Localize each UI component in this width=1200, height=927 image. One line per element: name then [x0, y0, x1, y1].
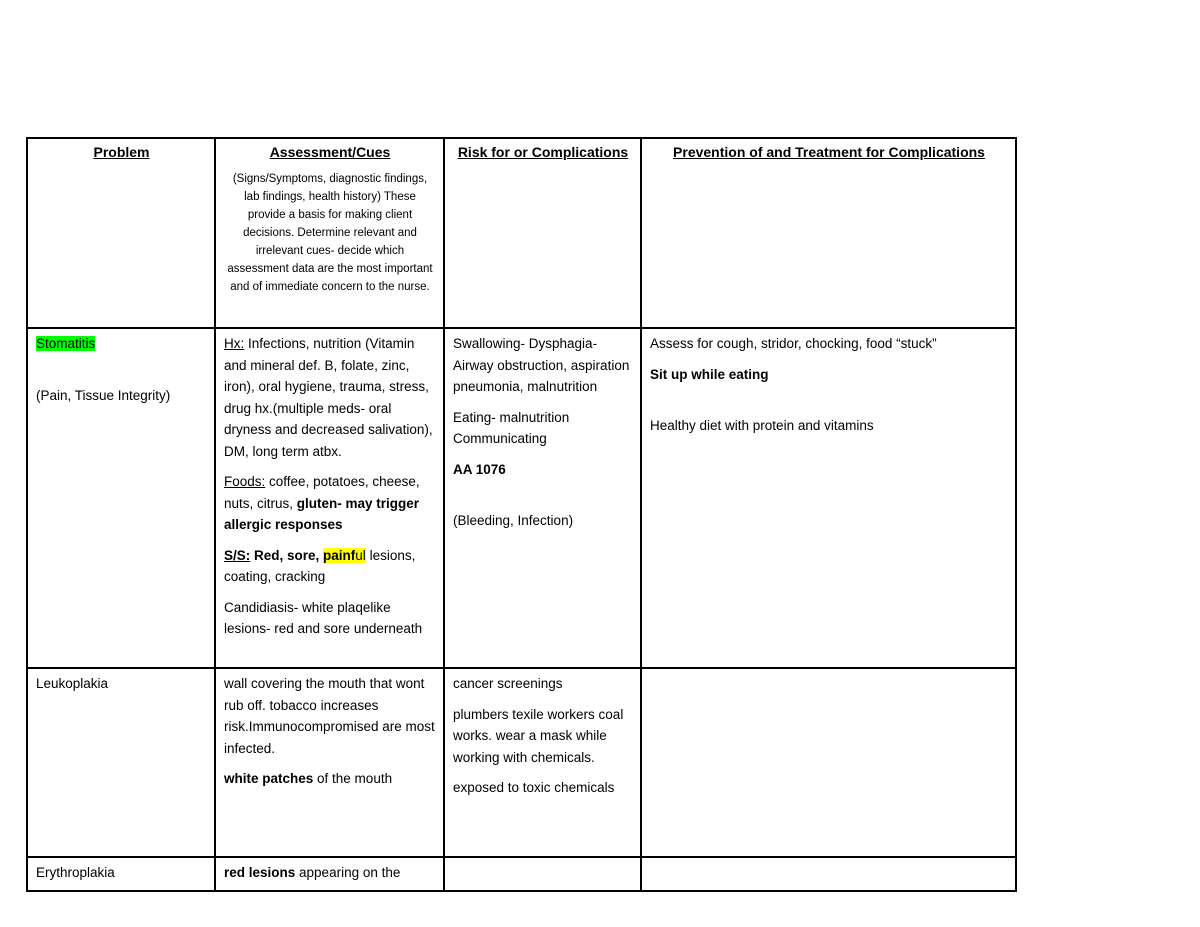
prevention-item: Healthy diet with protein and vitamins	[650, 418, 874, 433]
cell-prevention	[641, 668, 1016, 857]
assessment-bold: red lesions	[224, 865, 296, 880]
cell-risk	[444, 328, 641, 668]
cell-assessment	[215, 857, 444, 891]
cell-problem	[27, 668, 215, 857]
risk-item: exposed to toxic chemicals	[453, 780, 615, 795]
problem-name: Stomatitis	[36, 336, 96, 351]
header-risk	[444, 138, 641, 328]
risk-item: Eating- malnutrition Communicating	[453, 409, 570, 446]
care-plan-table	[26, 137, 1017, 892]
header-problem-label: Problem	[93, 144, 150, 160]
header-prevention	[641, 138, 1016, 328]
assessment-hx: Hx: Infections, nutrition (Vitamin and mineral def. B, folate, zinc, iron), oral hygiene, trauma, stress, drug hx.(multiple meds- oral dryness and decreased salivation), DM, long term atbx.	[224, 336, 433, 459]
problem-name: Erythroplakia	[36, 865, 115, 880]
cell-assessment	[215, 668, 444, 857]
prevention-item: Assess for cough, stridor, chocking, food “stuck”	[650, 336, 937, 351]
assessment-text: appearing on the	[295, 865, 401, 880]
problem-name: Leukoplakia	[36, 676, 109, 691]
assessment-item: wall covering the mouth that wont rub off. tobacco increases risk.Immunocompromised are most infected.	[224, 676, 435, 756]
cell-problem	[27, 857, 215, 891]
header-problem	[27, 138, 215, 328]
header-prevention-label: Prevention of and Treatment for Complications	[673, 144, 985, 160]
problem-note: (Pain, Tissue Integrity)	[36, 387, 171, 403]
risk-item: Swallowing- Dysphagia- Airway obstruction, aspiration pneumonia, malnutrition	[453, 336, 630, 394]
risk-item: AA 1076	[453, 461, 506, 477]
assessment-candidiasis: Candidiasis- white plaqelike lesions- red and sore underneath	[224, 599, 423, 636]
header-risk-label: Risk for or Complications	[457, 144, 629, 160]
assessment-item: white patches of the mouth	[224, 771, 393, 786]
header-assessment-note: (Signs/Symptoms, diagnostic findings, lab findings, health history) These provide a basis for making client decisions. Determine relevant and irrelevant cues- decide which assessment data are the most important and of immediate concern to the nurse.	[227, 172, 433, 293]
risk-item: plumbers texile workers coal works. wear a mask while working with chemicals.	[453, 706, 624, 765]
assessment-signs-symptoms: S/S: Red, sore, painful lesions, coating, cracking	[224, 547, 416, 584]
table-row-erythroplakia	[27, 857, 1016, 891]
header-row	[27, 138, 1016, 328]
cell-risk	[444, 668, 641, 857]
cell-prevention	[641, 328, 1016, 668]
assessment-foods: Foods: coffee, potatoes, cheese, nuts, citrus, gluten- may trigger allergic responses	[224, 474, 420, 532]
risk-item: cancer screenings	[453, 676, 563, 691]
table-row-leukoplakia	[27, 668, 1016, 857]
cell-assessment	[215, 328, 444, 668]
prevention-item: Sit up while eating	[650, 366, 769, 382]
risk-item: (Bleeding, Infection)	[453, 513, 574, 528]
header-assessment	[215, 138, 444, 328]
cell-prevention	[641, 857, 1016, 891]
table-row-stomatitis	[27, 328, 1016, 668]
cell-risk	[444, 857, 641, 891]
cell-problem	[27, 328, 215, 668]
header-assessment-label: Assessment/Cues	[269, 144, 391, 160]
